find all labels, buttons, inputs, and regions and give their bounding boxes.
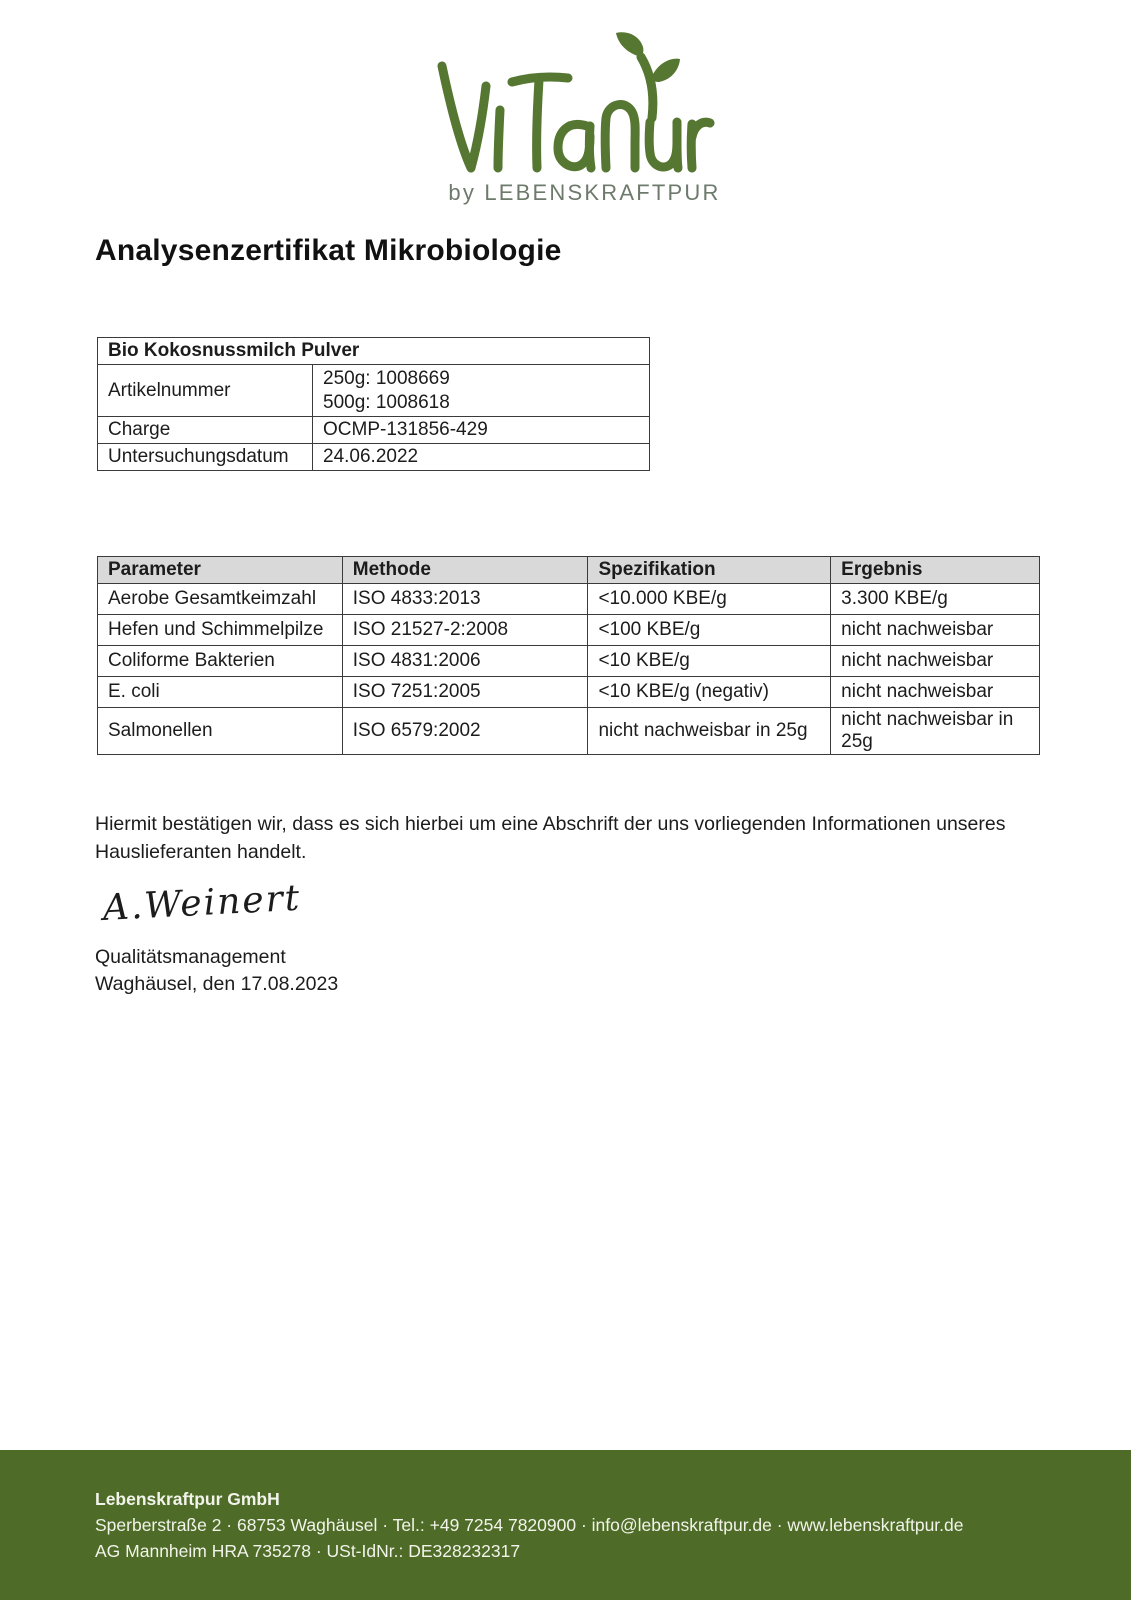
confirmation-line-2: Hauslieferanten handelt. (95, 841, 307, 863)
artikelnummer-line-500g: 500g: 1008618 (323, 391, 450, 413)
logo-byline: by LEBENSKRAFTPUR (448, 180, 721, 205)
spezifikation-cell: <10 KBE/g (negativ) (588, 677, 831, 708)
logo-letter-t-stem (537, 80, 539, 168)
footer-registry-line: AG Mannheim HRA 735278 · USt-IdNr.: DE328232317 (95, 1541, 521, 1561)
company-footer (0, 1450, 1131, 1600)
sprout-leaf-right (651, 59, 680, 82)
column-header-methode: Methode (342, 557, 588, 584)
parameter-cell: Coliforme Bakterien (98, 646, 343, 677)
logo-letter-a-stem (589, 126, 591, 168)
spezifikation-cell: <100 KBE/g (588, 615, 831, 646)
logo-letter-i (498, 110, 500, 168)
column-header-spezifikation: Spezifikation (588, 557, 831, 584)
untersuchungsdatum-row (98, 444, 650, 471)
signature-block (95, 944, 338, 998)
methode-cell: ISO 6579:2002 (342, 708, 588, 755)
sprout-stem (641, 57, 653, 118)
column-header-parameter: Parameter (98, 557, 343, 584)
result-row (98, 677, 1040, 708)
logo-letter-v (442, 66, 486, 168)
methode-cell: ISO 7251:2005 (342, 677, 588, 708)
signature-script: A.Weinert (101, 877, 303, 929)
footer-company-name: Lebenskraftpur GmbH (95, 1489, 280, 1509)
untersuchungsdatum-label: Untersuchungsdatum (98, 444, 313, 471)
artikelnummer-row (98, 365, 650, 417)
result-row (98, 708, 1040, 755)
product-name: Bio Kokosnussmilch Pulver (98, 338, 650, 365)
column-header-ergebnis: Ergebnis (831, 557, 1040, 584)
parameter-cell: Aerobe Gesamtkeimzahl (98, 584, 343, 615)
methode-cell: ISO 4831:2006 (342, 646, 588, 677)
parameter-cell: Hefen und Schimmelpilze (98, 615, 343, 646)
charge-label: Charge (98, 417, 313, 444)
charge-value: OCMP-131856-429 (313, 417, 650, 444)
artikelnummer-label: Artikelnummer (98, 365, 313, 417)
methode-cell: ISO 4833:2013 (342, 584, 588, 615)
logo-letter-r-arm (692, 122, 710, 137)
product-info-table (97, 337, 650, 471)
brand-name-text (0, 0, 1, 1)
result-row (98, 646, 1040, 677)
signature-role: Qualitätsmanagement (95, 946, 286, 968)
artikelnummer-value (313, 365, 650, 417)
ergebnis-cell: 3.300 KBE/g (831, 584, 1040, 615)
result-row (98, 584, 1040, 615)
microbiology-results-table (97, 556, 1040, 755)
spezifikation-cell: <10.000 KBE/g (588, 584, 831, 615)
confirmation-text (95, 810, 1005, 866)
footer-address-line: Sperberstraße 2 · 68753 Waghäusel · Tel.: +49 7254 7820900 · info@lebenskraftpur.de · www.lebenskraftpur.de (95, 1515, 964, 1535)
logo-letter-n (605, 105, 635, 168)
ergebnis-cell: nicht nachweisbar (831, 677, 1040, 708)
result-row (98, 615, 1040, 646)
artikelnummer-line-250g: 250g: 1008669 (323, 367, 450, 389)
results-header-row (98, 557, 1040, 584)
signature-place-date: Waghäusel, den 17.08.2023 (95, 973, 339, 995)
product-name-row (98, 338, 650, 365)
ergebnis-cell: nicht nachweisbar in 25g (831, 708, 1040, 755)
logo-letter-u-stem (677, 142, 678, 168)
ergebnis-cell: nicht nachweisbar (831, 615, 1040, 646)
page-title: Analysenzertifikat Mikrobiologie (95, 234, 562, 267)
methode-cell: ISO 21527-2:2008 (342, 615, 588, 646)
parameter-cell: Salmonellen (98, 708, 343, 755)
untersuchungsdatum-value: 24.06.2022 (313, 444, 650, 471)
confirmation-line-1: Hiermit bestätigen wir, dass es sich hierbei um eine Abschrift der uns vorliegenden Informationen unseres (95, 813, 1006, 835)
parameter-cell: E. coli (98, 677, 343, 708)
ergebnis-cell: nicht nachweisbar (831, 646, 1040, 677)
sprout-leaf-left (616, 32, 643, 57)
vitanur-logo (430, 30, 730, 190)
spezifikation-cell: <10 KBE/g (588, 646, 831, 677)
charge-row (98, 417, 650, 444)
spezifikation-cell: nicht nachweisbar in 25g (588, 708, 831, 755)
